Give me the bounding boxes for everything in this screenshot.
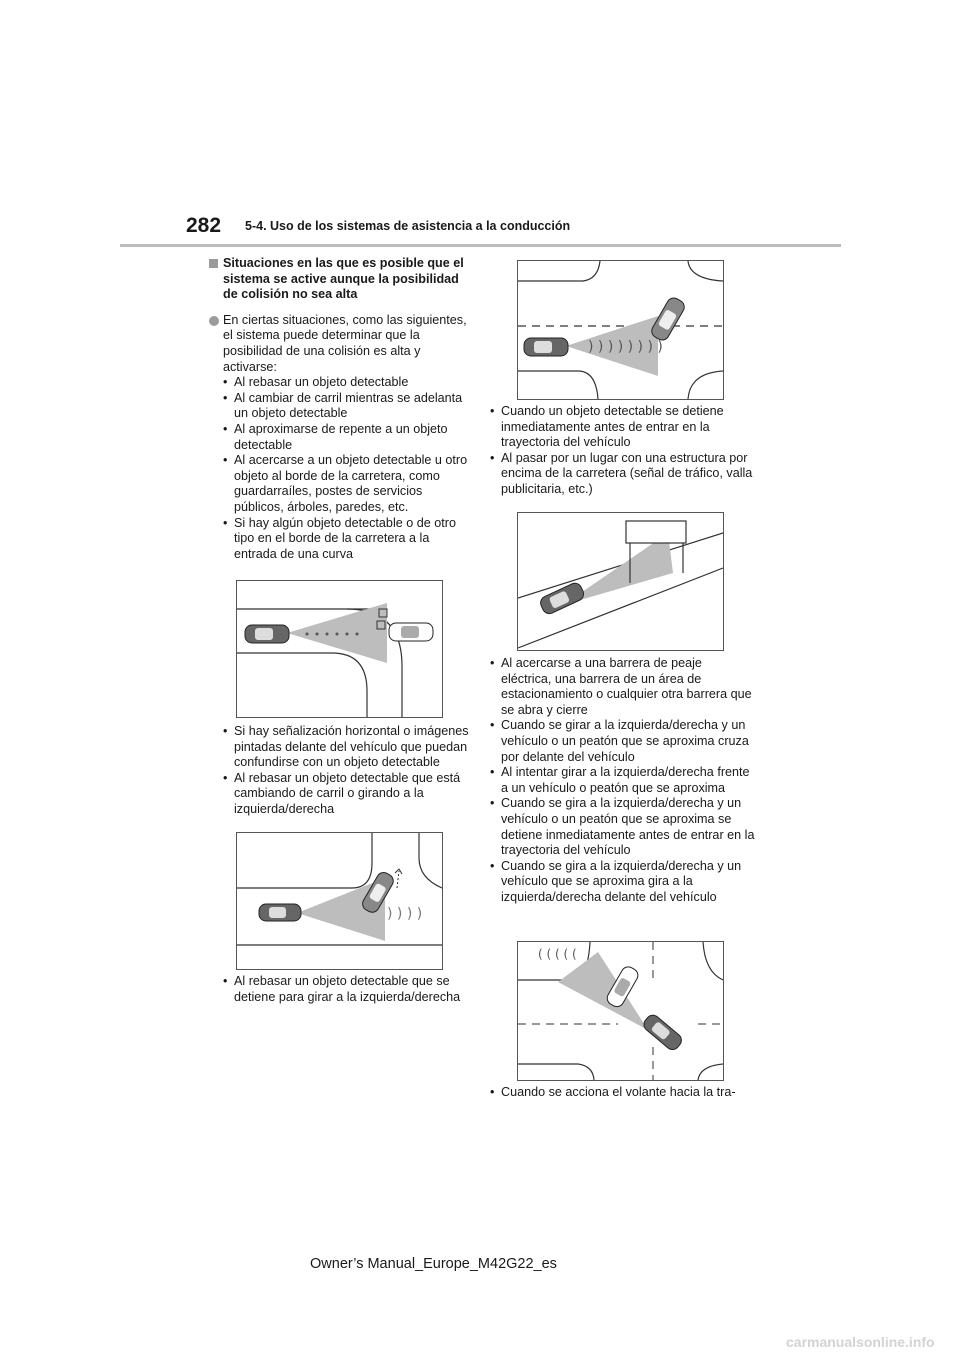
illustration-crossing-stop [517,260,724,400]
ego-car-icon [524,338,568,356]
list-item: • Cuando un objeto detectable se detiene inmediatamente antes de entrar en la trayectoria del vehículo [490,404,755,451]
list-item: • Cuando se gira a la izquierda/derecha y un vehículo que se aproxima gira a la izquierda/derecha delante del vehículo [490,859,755,906]
list-item: • Al intentar girar a la izquierda/derecha frente a un vehículo o peatón que se aproxima [490,765,755,796]
list-item: • Si hay algún objeto detectable o de otro tipo en el borde de la carretera a la entrada de una curva [223,516,471,563]
section-title: 5-4. Uso de los sistemas de asistencia a la conducción [245,219,571,233]
list-item: • Al pasar por un lugar con una estructura por encima de la carretera (señal de tráfico, valla publicitaria, etc.) [490,451,755,498]
ego-car-icon [259,904,301,921]
list-item: • Al cambiar de carril mientras se adelanta un objeto detectable [223,391,471,422]
list-item: • Cuando se acciona el volante hacia la tra- [490,1085,755,1101]
list-item: • Cuando se gira a la izquierda/derecha y un vehículo o un peatón que se aproxima se detiene inmediatamente antes de entrar en la trayectoria del vehículo [490,796,755,858]
bullet-list-5 [490,656,755,906]
ego-car-icon [538,581,585,616]
footer-document-name: Owner’s Manual_Europe_M42G22_es [310,1256,557,1272]
illustration-overhead-sign [517,512,724,651]
list-item: • Al aproximarse de repente a un objeto detectable [223,422,471,453]
illustration-turning-intersection [517,941,724,1081]
list-item: • Si hay señalización horizontal o imágenes pintadas delante del vehículo que puedan confundirse con un objeto detectable [223,724,471,771]
list-item: • Al rebasar un objeto detectable que se detiene para girar a la izquierda/derecha [223,974,471,1005]
left-column-block-2 [209,724,471,818]
left-column [209,256,471,562]
svg-text:( ( ( ( (: ( ( ( ( ( [538,947,577,961]
watermark: carmanualsonline.info [786,1334,935,1350]
ego-car-icon [641,1012,684,1052]
illustration-turning-object [236,832,443,970]
header-rule [120,244,841,247]
right-column-block-3 [490,1085,755,1101]
bullet-list-6 [490,1085,755,1101]
section-heading-text: Situaciones en las que es posible que el sistema se active aunque la posibilidad de colisión no sea alta [223,256,464,302]
list-item: • Al rebasar un objeto detectable [223,375,471,391]
other-car-icon [389,623,433,641]
bullet-list-1 [209,375,471,562]
intro-paragraph [209,313,471,375]
section-heading [209,256,471,303]
square-bullet-icon [209,259,218,268]
bullet-list-3 [209,974,471,1005]
circle-bullet-icon [209,316,219,326]
bullet-list-2 [209,724,471,818]
svg-text:) ) ) ): ) ) ) ) [387,906,423,922]
left-column-block-3 [209,974,471,1005]
list-item: • Cuando se girar a la izquierda/derecha y un vehículo o un peatón que se aproxima cruza por delante del vehículo [490,718,755,765]
bullet-list-4 [490,404,755,498]
list-item: • Al acercarse a una barrera de peaje eléctrica, una barrera de un área de estacionamiento o cualquier otra barrera que se abra y cierre [490,656,755,718]
page-number: 282 [186,214,222,237]
ego-car-icon [245,625,289,643]
right-column-block-2 [490,656,755,906]
intro-text: En ciertas situaciones, como las siguientes, el sistema puede determinar que la posibilidad de una colisión es alta y activarse: [223,312,467,374]
list-item: • Al rebasar un objeto detectable que está cambiando de carril o girando a la izquierda/derecha [223,771,471,818]
illustration-curve-entry [236,580,443,718]
svg-text:) ) ) ) ) ) ) ): ) ) ) ) ) ) ) ) [588,339,663,355]
right-column-block-1 [490,404,755,498]
list-item: • Al acercarse a un objeto detectable u otro objeto al borde de la carretera, como guardarraíles, postes de servicios públicos, árboles, paredes, etc. [223,453,471,515]
